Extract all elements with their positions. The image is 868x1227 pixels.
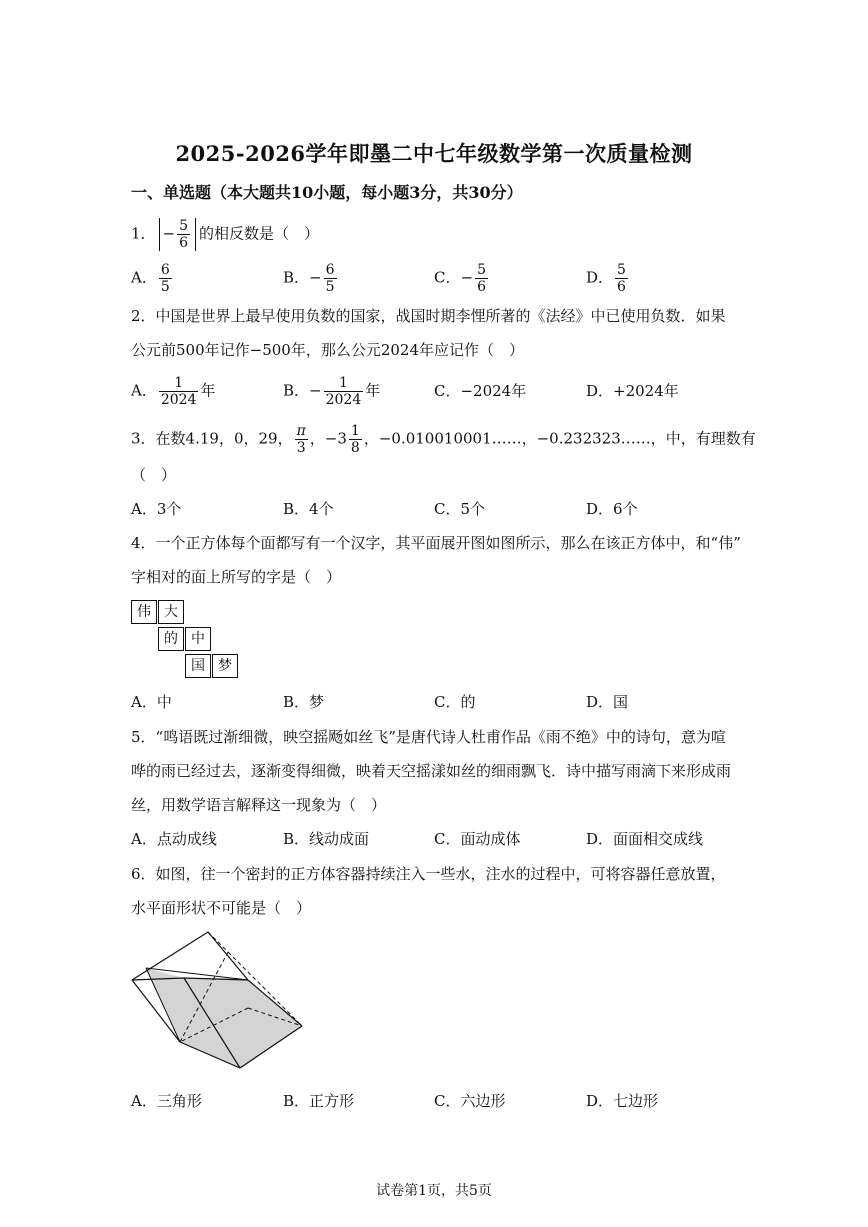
net-cell: 的 <box>158 627 184 651</box>
net-cell: 国 <box>185 654 211 678</box>
section-heading: 一、单选题（本大题共10小题，每小题3分，共30分） <box>131 183 523 202</box>
net-cell: 梦 <box>212 654 238 678</box>
question-5-line-1: 5．“鸣语既过渐细微，映空摇飏如丝飞”是唐代诗人杜甫作品《雨不绝》中的诗句，意为喧 <box>131 728 726 746</box>
q4-option-c[interactable]: C．的 <box>434 693 476 711</box>
question-text: 的相反数是（ ） <box>199 224 320 243</box>
q3-option-c[interactable]: C．5个 <box>434 500 486 518</box>
q5-option-a[interactable]: A．点动成线 <box>131 830 217 848</box>
pi-fraction: $\frac{\pi}{3}$ <box>296 423 306 456</box>
question-4-line-1: 4．一个正方体每个面都写有一个汉字，其平面展开图如图所示，那么在该正方体中，和“伟” <box>131 534 741 552</box>
question-5-line-3: 丝，用数学语言解释这一现象为（ ） <box>131 796 387 814</box>
q1-option-d[interactable]: D． $\frac{5}{6}$ <box>586 262 626 295</box>
q2-option-b[interactable]: B．− $\frac{1}{2024}$ 年 <box>283 375 381 408</box>
question-2-line-2: 公元前500年记作−500年，那么公元2024年应记作（ ） <box>131 341 525 359</box>
cube-net-figure <box>131 600 241 680</box>
q4-option-b[interactable]: B．梦 <box>283 693 325 711</box>
question-3-line-2: （ ） <box>131 466 177 484</box>
question-3-line-1: 3．在数4.19，0，29， $\frac{\pi}{3}$ ，−3 $\frac{1}{8}$ ，−0.010010001……，−0.232323……，中，有理数有 <box>131 423 756 456</box>
q2-option-c[interactable]: C．−2024年 <box>434 382 527 400</box>
net-cell: 大 <box>158 600 184 624</box>
net-cell: 中 <box>185 627 211 651</box>
net-cell: 伟 <box>131 600 157 624</box>
q6-option-d[interactable]: D．七边形 <box>586 1092 659 1110</box>
q4-option-d[interactable]: D．国 <box>586 693 629 711</box>
absolute-value <box>159 218 197 251</box>
q6-option-c[interactable]: C．六边形 <box>434 1092 506 1110</box>
q5-option-c[interactable]: C．面动成体 <box>434 830 521 848</box>
q4-option-a[interactable]: A．中 <box>131 693 172 711</box>
question-number: 1． <box>131 224 156 243</box>
q5-option-b[interactable]: B．线动成面 <box>283 830 370 848</box>
question-6-line-1: 6．如图，往一个密封的正方体容器持续注入一些水，注水的过程中，可将容器任意放置， <box>131 865 726 883</box>
q1-option-c[interactable]: C．− $\frac{5}{6}$ <box>434 262 486 295</box>
question-2-line-1: 2．中国是世界上最早使用负数的国家，战国时期李悝所著的《法经》中已使用负数．如果 <box>131 307 726 325</box>
cube-water-figure <box>128 928 306 1078</box>
page-footer: 试卷第1页，共5页 <box>376 1183 492 1199</box>
fraction: $\frac{5}{6}$ <box>179 218 189 251</box>
q6-option-b[interactable]: B．正方形 <box>283 1092 355 1110</box>
question-4-line-2: 字相对的面上所写的字是（ ） <box>131 568 342 586</box>
q3-option-d[interactable]: D．6个 <box>586 500 638 518</box>
mixed-number: −3 $\frac{1}{8}$ <box>324 423 360 456</box>
q6-option-a[interactable]: A．三角形 <box>131 1092 202 1110</box>
q2-option-a[interactable]: A． $\frac{1}{2024}$ 年 <box>131 375 216 408</box>
question-5-line-2: 哗的雨已经过去，逐渐变得细微，映着天空摇漾如丝的细雨飘飞．诗中描写雨滴下来形成雨 <box>131 762 732 780</box>
q5-option-d[interactable]: D．面面相交成线 <box>586 830 704 848</box>
page-title: 2025-2026学年即墨二中七年级数学第一次质量检测 <box>175 141 693 166</box>
question-1 <box>131 218 319 251</box>
q1-option-a[interactable]: A． $\frac{6}{5}$ <box>131 262 170 295</box>
question-6-line-2: 水平面形状不可能是（ ） <box>131 899 312 917</box>
q3-option-b[interactable]: B．4个 <box>283 500 334 518</box>
q1-option-b[interactable]: B．− $\frac{6}{5}$ <box>283 262 335 295</box>
minus-sign: − <box>162 224 176 243</box>
q2-option-d[interactable]: D．+2024年 <box>586 382 679 400</box>
q3-option-a[interactable]: A．3个 <box>131 500 182 518</box>
